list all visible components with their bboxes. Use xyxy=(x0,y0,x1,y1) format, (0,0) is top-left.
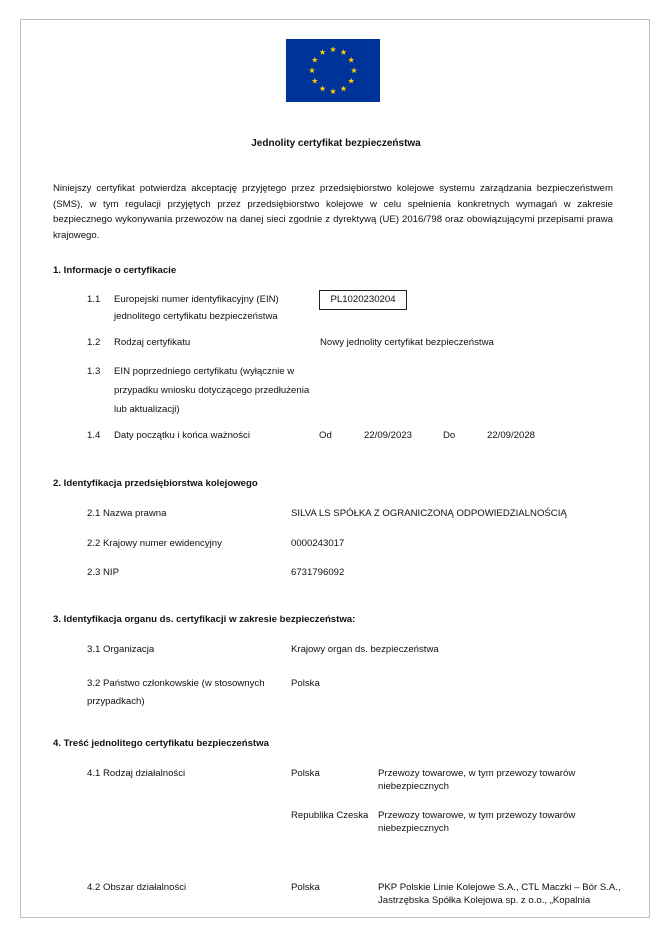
row-1-4-label: Daty początku i końca ważności xyxy=(114,430,250,441)
section-3-heading: 3. Identyfikacja organu ds. certyfikacji w zakresie bezpieczeństwa: xyxy=(53,614,356,625)
row-4-1-activity-a-line1: Przewozy towarowe, w tym przewozy towarów xyxy=(378,768,576,779)
row-4-2-area-line1: PKP Polskie Linie Kolejowe S.A., CTL Maczki – Bór S.A., xyxy=(378,882,621,893)
row-1-3-label-line3: lub aktualizacji) xyxy=(114,404,180,415)
eu-flag-stars xyxy=(286,39,380,102)
validity-to-label: Do xyxy=(443,430,456,441)
ein-value-box: PL1020230204 xyxy=(319,290,407,310)
row-1-3-number: 1.3 xyxy=(87,366,101,377)
row-2-2-value: 0000243017 xyxy=(291,538,345,549)
section-4-heading: 4. Treść jednolitego certyfikatu bezpieczeństwa xyxy=(53,738,269,749)
row-3-1-value: Krajowy organ ds. bezpieczeństwa xyxy=(291,644,439,655)
validity-from-date: 22/09/2023 xyxy=(364,430,413,441)
eu-star-icon xyxy=(348,57,354,63)
row-1-1-label-line2: jednolitego certyfikatu bezpieczeństwa xyxy=(114,311,278,322)
row-4-1-label: 4.1 Rodzaj działalności xyxy=(87,768,186,779)
validity-to-date: 22/09/2028 xyxy=(487,430,536,441)
row-1-1-label-line1: Europejski numer identyfikacyjny (EIN) xyxy=(114,294,279,305)
row-4-2-country: Polska xyxy=(291,882,320,893)
eu-star-icon xyxy=(330,46,336,52)
row-4-2-label: 4.2 Obszar działalności xyxy=(87,882,187,893)
validity-from-label: Od xyxy=(319,430,332,441)
row-3-2-label-line2: przypadkach) xyxy=(87,696,145,707)
row-4-1-activity-a-line2: niebezpiecznych xyxy=(378,781,449,792)
row-1-2-number: 1.2 xyxy=(87,337,101,348)
row-2-3-value: 6731796092 xyxy=(291,567,345,578)
eu-star-icon xyxy=(340,85,346,91)
eu-star-icon xyxy=(312,57,318,63)
row-3-2-label-line1: 3.2 Państwo członkowskie (w stosownych xyxy=(87,678,265,689)
section-1-heading: 1. Informacje o certyfikacie xyxy=(53,265,177,276)
intro-paragraph: Niniejszy certyfikat potwierdza akceptację przyjętego przez przedsiębiorstwo kolejowe systemu zarządzania bezpieczeństwem (SMS), w tym regulacji przyjętych przez przedsiębiorstwo kolejowe w celu spełnienia konkretnych wymagań w zakresie bezpiecznego wykonywania przewozów na danej sieci zgodnie z dyrektywą (UE) 2016/798 oraz obowiązującymi przepisami prawa krajowego. xyxy=(53,183,613,241)
row-1-2-value: Nowy jednolity certyfikat bezpieczeństwa xyxy=(320,337,494,348)
row-4-1-activity-b-line1: Przewozy towarowe, w tym przewozy towarów xyxy=(378,810,576,821)
eu-star-icon xyxy=(319,49,325,55)
row-1-3-label-line2: przypadku wniosku dotyczącego przedłużenia xyxy=(114,385,310,396)
eu-star-icon xyxy=(351,67,357,73)
eu-flag-icon xyxy=(286,39,380,102)
eu-star-icon xyxy=(330,88,336,94)
eu-star-icon xyxy=(340,49,346,55)
page-border xyxy=(20,19,650,918)
section-2-heading: 2. Identyfikacja przedsiębiorstwa kolejowego xyxy=(53,478,258,489)
eu-star-icon xyxy=(319,85,325,91)
row-4-2-area-line2: Jastrzębska Spółka Kolejowa sp. z o.o., „Kopalnia xyxy=(378,895,591,906)
eu-star-icon xyxy=(309,67,315,73)
row-1-2-label: Rodzaj certyfikatu xyxy=(114,337,191,348)
row-4-1-country-a: Polska xyxy=(291,768,320,779)
row-1-3-label-line1: EIN poprzedniego certyfikatu (wyłącznie w xyxy=(114,366,295,377)
eu-star-icon xyxy=(348,78,354,84)
row-3-2-value: Polska xyxy=(291,678,320,689)
row-1-4-number: 1.4 xyxy=(87,430,101,441)
row-2-3-label: 2.3 NIP xyxy=(87,567,119,578)
row-2-1-value: SILVA LS SPÓŁKA Z OGRANICZONĄ ODPOWIEDZIALNOŚCIĄ xyxy=(291,508,567,519)
document-title: Jednolity certyfikat bezpieczeństwa xyxy=(251,138,421,149)
row-2-1-label: 2.1 Nazwa prawna xyxy=(87,508,167,519)
row-1-1-number: 1.1 xyxy=(87,294,101,305)
row-4-1-activity-b-line2: niebezpiecznych xyxy=(378,823,449,834)
row-4-1-country-b: Republika Czeska xyxy=(291,810,369,821)
row-2-2-label: 2.2 Krajowy numer ewidencyjny xyxy=(87,538,222,549)
eu-star-icon xyxy=(312,78,318,84)
row-3-1-label: 3.1 Organizacja xyxy=(87,644,155,655)
